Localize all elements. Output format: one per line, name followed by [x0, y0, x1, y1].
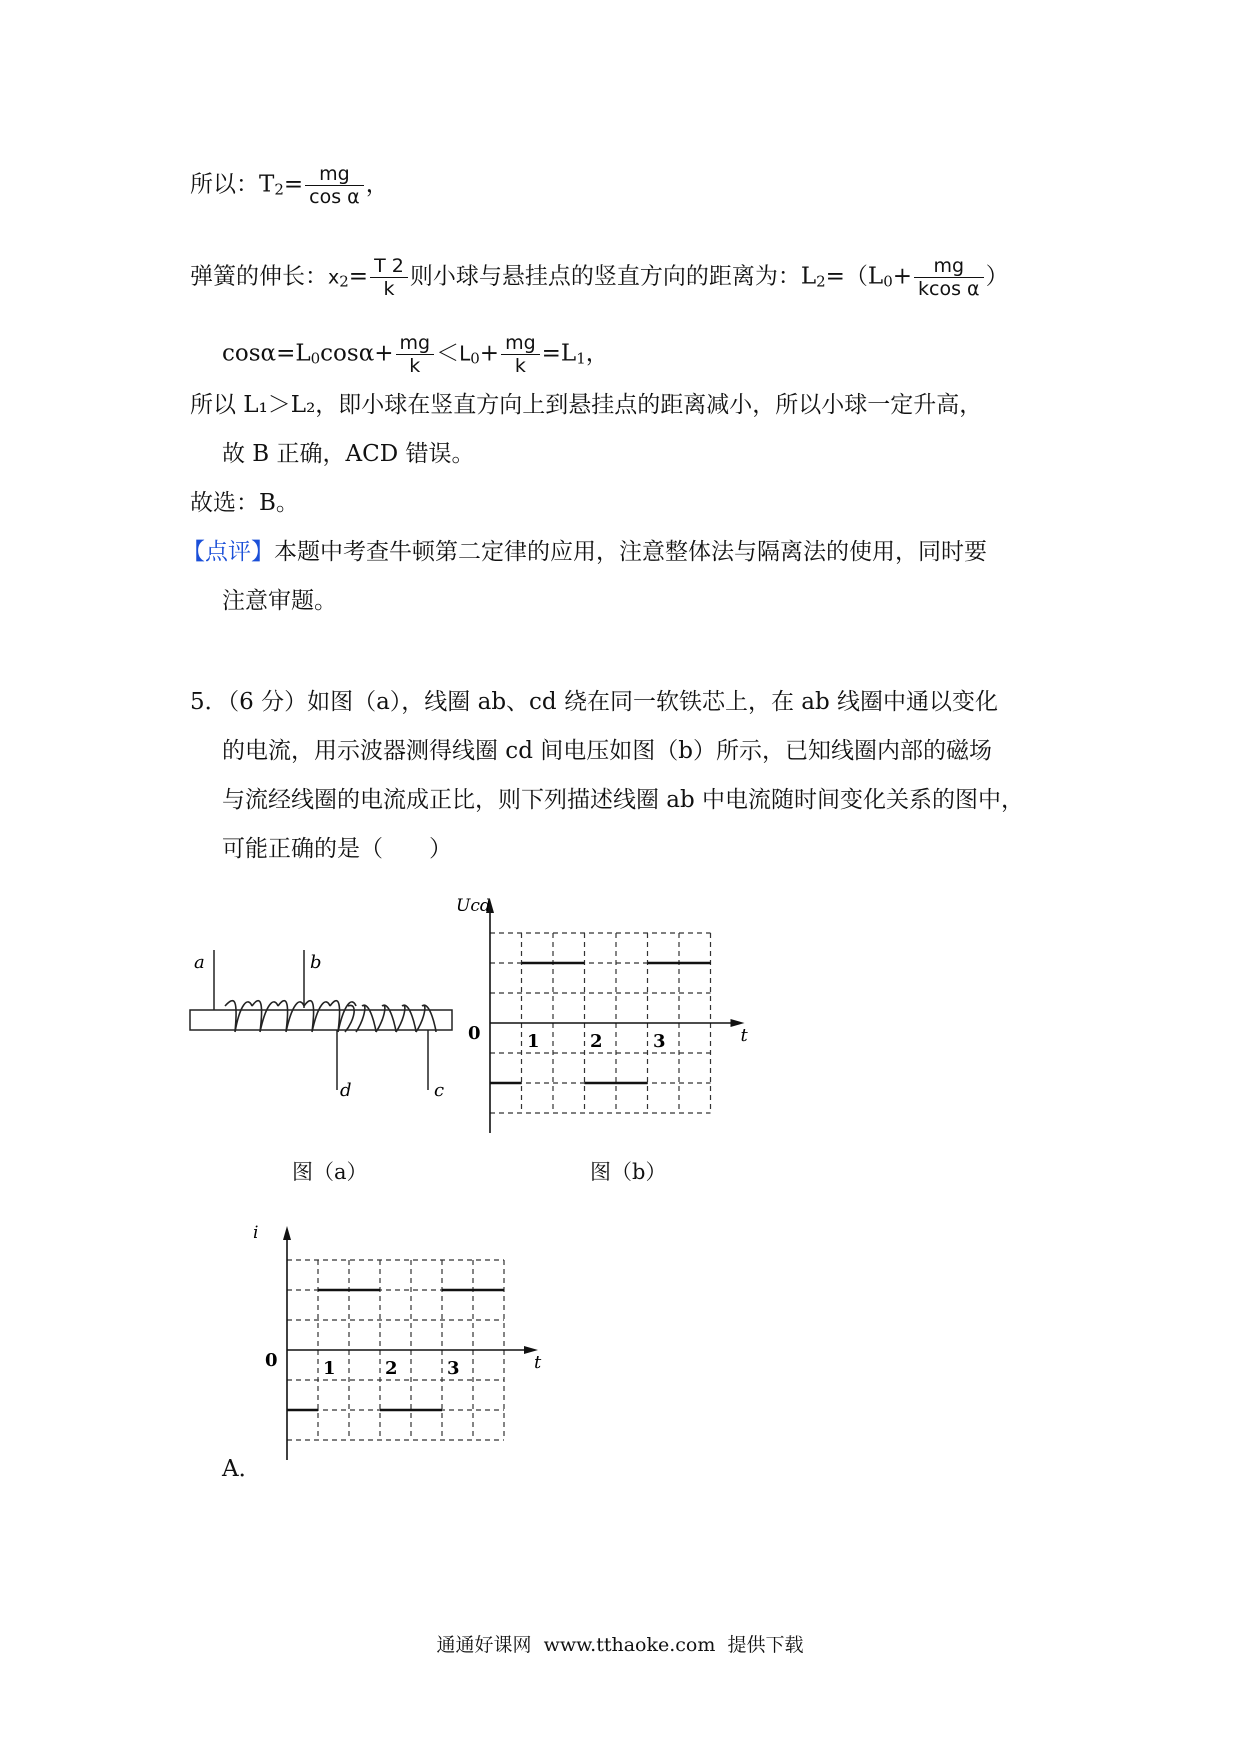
y-axis-label: Ucd: [456, 896, 491, 916]
footer: 通通好课网 www.tthaoke.com 提供下载: [436, 1634, 804, 1656]
label-d: d: [340, 1080, 352, 1101]
fraction-mg-k-2: $\frac{mg}{k}$: [501, 332, 540, 377]
y-axis-label: i: [253, 1223, 259, 1243]
x-tick-label: 2: [385, 1358, 398, 1379]
solution-line-4: 所以 L₁＞L₂，即小球在竖直方向上到悬挂点的距离减小，所以小球一定升高，: [190, 392, 983, 418]
coil-ab: [225, 1001, 356, 1032]
x-tick-label: 2: [590, 1031, 603, 1052]
fraction-t2-k: $\frac{T 2}{k}$: [370, 255, 408, 300]
label-a: a: [194, 952, 205, 973]
x-axis-label: t: [534, 1352, 542, 1373]
label-b: b: [310, 952, 322, 973]
x-tick-label: 1: [323, 1358, 336, 1379]
question-line-1: 5．（6 分）如图（a），线圈 ab、cd 绕在同一软铁芯上，在 ab 线圈中通以变化: [190, 689, 999, 715]
x-axis-label: t: [740, 1025, 748, 1046]
caption-b: 图（b）: [590, 1160, 667, 1184]
solution-line-5: 故 B 正确，ACD 错误。: [222, 441, 475, 467]
fraction-mg-k-1: $\frac{mg}{k}$: [396, 332, 435, 377]
origin-label: 0: [265, 1350, 278, 1371]
comment-line: 【点评】本题中考查牛顿第二定律的应用，注意整体法与隔离法的使用，同时要: [182, 539, 987, 565]
figure-a-coils: [180, 940, 470, 1110]
solution-line-3: $\cos\alpha=L_0\cos\alpha+$ $\frac{mg}{k}$ $<L_0+$ $\frac{mg}{k}$ $=L_1$，: [222, 332, 609, 377]
solution-line-1: 所以：$T_2=$ $\frac{mg}{\text{cos α}}$ ，: [190, 163, 389, 208]
origin-label: 0: [468, 1023, 481, 1044]
x-tick-label: 3: [653, 1031, 666, 1052]
fraction-mg-kcos: $\frac{mg}{\text{kcos α}}$: [914, 255, 984, 300]
figure-b-chart: [440, 880, 770, 1150]
fraction-mg-cos: $\frac{mg}{\text{cos α}}$: [305, 163, 364, 208]
y-axis-arrow: [283, 1226, 291, 1240]
option-a-chart: [250, 1200, 580, 1480]
comment-tag: 【点评】: [182, 539, 274, 565]
x-tick-label: 1: [527, 1031, 540, 1052]
option-a-label: A．: [222, 1456, 262, 1482]
question-line-4: 可能正确的是（ ）: [222, 836, 452, 862]
question-line-2: 的电流，用示波器测得线圈 cd 间电压如图（b）所示，已知线圈内部的磁场: [222, 738, 992, 764]
coil-cd: [345, 1005, 436, 1032]
label-c: c: [434, 1080, 445, 1101]
comment-line-2: 注意审题。: [222, 588, 337, 614]
answer-line: 故选：B。: [190, 490, 299, 516]
solution-line-2: 弹簧的伸长：$x_2=$ $\frac{T 2}{k}$ 则小球与悬挂点的竖直方向的距离为：$L_2=(L_0+$ $\frac{mg}{\text{kcos α}}$ ）: [190, 255, 1009, 300]
question-line-3: 与流经线圈的电流成正比，则下列描述线圈 ab 中电流随时间变化关系的图中，: [222, 787, 1025, 813]
x-tick-label: 3: [447, 1358, 460, 1379]
caption-a: 图（a）: [292, 1160, 368, 1184]
